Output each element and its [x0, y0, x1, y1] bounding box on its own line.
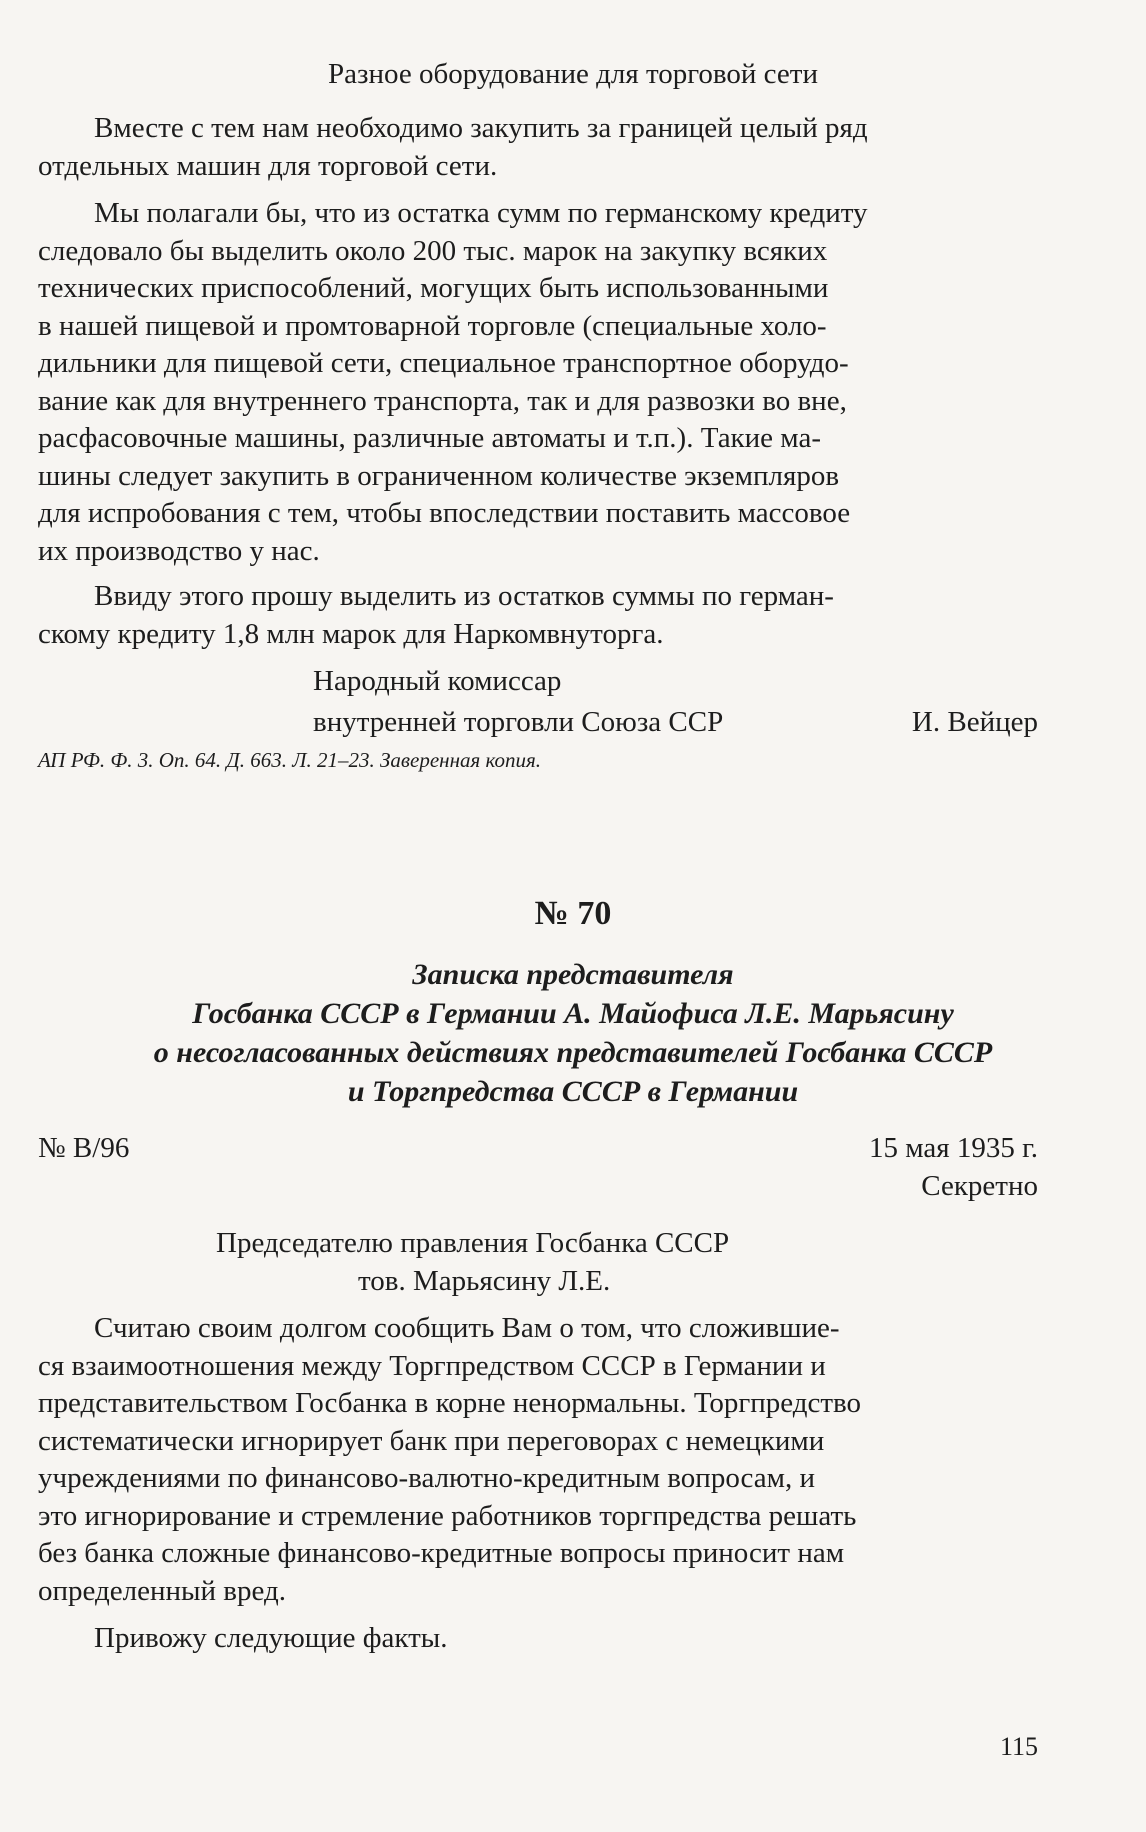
text-line: технических приспособлений, могущих быть использованными: [38, 272, 829, 304]
text-line: следовало бы выделить около 200 тыс. марок на закупку всяких: [38, 234, 828, 267]
title-line: и Торгпредства СССР в Германии: [347, 1075, 799, 1108]
document-date: 15 мая 1935 г.: [869, 1132, 1038, 1164]
reference-number: № В/96: [38, 1132, 130, 1164]
text-line: представительством Госбанка в корне ненормальны. Торгпредство: [38, 1387, 862, 1419]
title-line: Записка представителя: [412, 958, 734, 991]
addressee-line: тов. Марьясину Л.Е.: [358, 1264, 611, 1297]
text-line: учреждениями по финансово-валютно-кредитным вопросам, и: [38, 1462, 816, 1494]
text-line: систематически игнорирует банк при переговорах с немецкими: [38, 1424, 825, 1457]
text-line: шины следует закупить в ограниченном количестве экземпляров: [38, 459, 840, 492]
secret-mark: Секретно: [921, 1170, 1038, 1202]
text-line: Считаю своим долгом сообщить Вам о том, что сложившие-: [94, 1312, 840, 1344]
text-line: без банка сложные финансово-кредитные вопросы приносит нам: [38, 1537, 845, 1569]
signature-title-line2: внутренней торговли Союза ССР: [313, 706, 724, 738]
section-heading: Разное оборудование для торговой сети: [328, 58, 818, 90]
text-line: для испробования с тем, чтобы впоследствии поставить массовое: [38, 497, 851, 529]
text-line: Вместе с тем нам необходимо закупить за границей целый ряд: [94, 112, 868, 144]
text-line: это игнорирование и стремление работников торгпредства решать: [38, 1499, 857, 1532]
paragraph-2: [38, 195, 1038, 570]
ref-date-row: [38, 1130, 1038, 1168]
paragraph-3: [38, 578, 1038, 653]
signature-title: Народный комиссар: [313, 665, 562, 697]
document-number: № 70: [534, 895, 612, 932]
text-line: дильники для пищевой сети, специальное транспортное оборудо-: [38, 347, 849, 379]
paragraph-4: [38, 1310, 1038, 1610]
signature-name: И. Вейцер: [911, 706, 1038, 738]
text-line: Мы полагали бы, что из остатка сумм по германскому кредиту: [94, 197, 868, 229]
signature-block: [38, 665, 1038, 739]
text-line: определенный вред.: [38, 1574, 286, 1607]
document-title: [0, 955, 1146, 1111]
page-number: 115: [999, 1732, 1038, 1761]
addressee-block: [38, 1225, 1038, 1300]
paragraph-5: Привожу следующие факты.: [94, 1622, 448, 1654]
text-line: расфасовочные машины, различные автоматы и т.п.). Такие ма-: [38, 422, 821, 454]
paragraph-1: [38, 110, 1038, 185]
addressee-line: Председателю правления Госбанка СССР: [216, 1227, 730, 1259]
title-line: Госбанка СССР в Германии А. Майофиса Л.Е. Марьясину: [192, 997, 954, 1030]
title-line: о несогласованных действиях представителей Госбанка СССР: [153, 1036, 993, 1069]
text-line: вание как для внутреннего транспорта, так и для развозки во вне,: [38, 384, 847, 417]
text-line: отдельных машин для торговой сети.: [38, 149, 498, 182]
text-line: ся взаимоотношения между Торгпредством СССР в Германии и: [38, 1349, 826, 1382]
text-line: их производство у нас.: [38, 534, 320, 567]
text-line: в нашей пищевой и промтоварной торговле (специальные холо-: [38, 309, 827, 342]
text-line: скому кредиту 1,8 млн марок для Наркомвнуторга.: [38, 617, 664, 650]
text-line: Ввиду этого прошу выделить из остатков суммы по герман-: [94, 580, 834, 612]
archive-source: АП РФ. Ф. 3. Оп. 64. Д. 663. Л. 21–23. Заверенная копия.: [38, 748, 542, 772]
